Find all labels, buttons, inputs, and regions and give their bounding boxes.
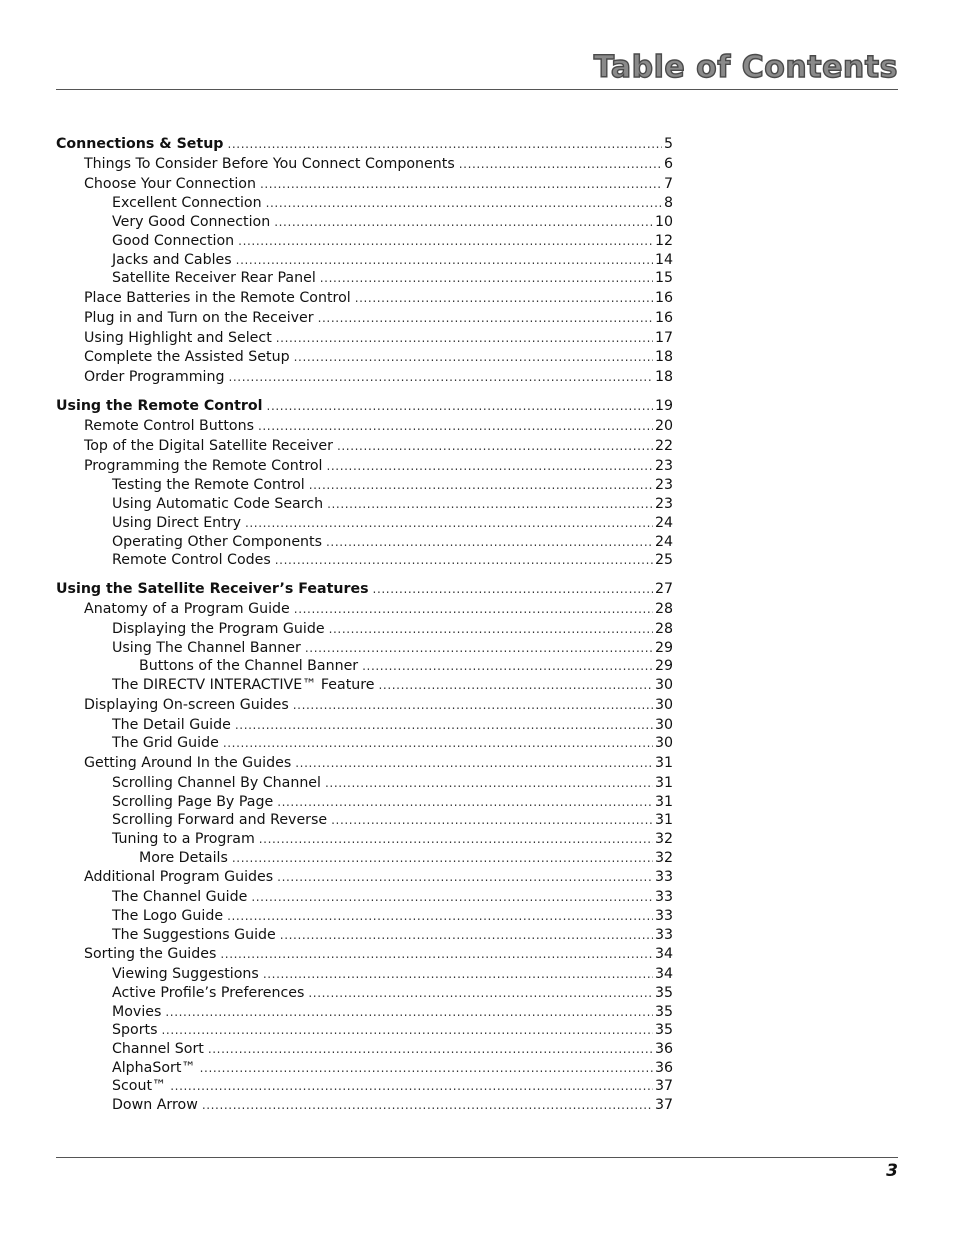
toc-entry-page: 28 <box>654 601 673 617</box>
toc-entry-page: 16 <box>654 290 673 306</box>
toc-entry-label: Getting Around In the Guides <box>84 755 292 771</box>
toc-entry-label: Using The Channel Banner <box>112 639 301 656</box>
toc-entry[interactable] <box>56 397 673 415</box>
toc-entry[interactable] <box>56 495 673 513</box>
toc-entry-page: 14 <box>654 251 673 268</box>
toc-entry[interactable] <box>56 754 673 772</box>
toc-entry-label: The DIRECTV INTERACTIVE™ Feature <box>112 676 375 693</box>
toc-leader-dots <box>263 965 653 983</box>
toc-entry-page: 37 <box>654 1078 673 1095</box>
toc-entry[interactable] <box>56 793 673 811</box>
toc-entry[interactable] <box>56 289 673 307</box>
toc-entry-page: 30 <box>654 735 673 752</box>
toc-leader-dots <box>294 348 653 366</box>
toc-entry-page: 7 <box>663 175 673 192</box>
toc-leader-dots <box>331 811 653 829</box>
toc-entry-label: The Suggestions Guide <box>112 926 276 943</box>
toc-entry[interactable] <box>56 868 673 886</box>
toc-entry[interactable] <box>56 657 673 675</box>
toc-entry-page: 31 <box>654 793 673 810</box>
toc-entry-label: Jacks and Cables <box>112 251 232 268</box>
toc-entry-label: Displaying the Program Guide <box>112 620 325 637</box>
toc-entry[interactable] <box>56 639 673 657</box>
toc-leader-dots <box>202 1096 653 1114</box>
toc-leader-dots <box>258 417 653 435</box>
toc-entry-page: 30 <box>654 716 673 733</box>
toc-entry[interactable] <box>56 945 673 963</box>
toc-leader-dots <box>293 696 653 714</box>
toc-entry[interactable] <box>56 155 673 173</box>
toc-entry-label: Sorting the Guides <box>84 946 217 963</box>
toc-entry-label: The Detail Guide <box>112 716 231 733</box>
toc-entry-label: The Logo Guide <box>112 907 224 924</box>
toc-entry-page: 24 <box>654 514 673 531</box>
toc-entry[interactable] <box>56 135 673 153</box>
toc-entry-label: Testing the Remote Control <box>112 477 305 494</box>
toc-entry-page: 31 <box>654 755 673 771</box>
toc-leader-dots <box>318 309 653 327</box>
toc-entry[interactable] <box>56 551 673 569</box>
toc-entry[interactable] <box>56 457 673 475</box>
toc-entry-page: 8 <box>663 195 673 212</box>
toc-entry-label: The Channel Guide <box>112 889 248 906</box>
toc-entry-label: Excellent Connection <box>112 195 262 212</box>
toc-leader-dots <box>223 734 653 752</box>
toc-entry-label: Channel Sort <box>112 1041 204 1057</box>
toc-leader-dots <box>227 907 653 925</box>
toc-entry-page: 34 <box>654 966 673 983</box>
toc-leader-dots <box>459 155 662 173</box>
toc-entry[interactable] <box>56 368 673 386</box>
toc-leader-dots <box>277 868 653 886</box>
toc-entry[interactable] <box>56 1021 673 1039</box>
toc-entry[interactable] <box>56 907 673 925</box>
toc-leader-dots <box>326 533 653 551</box>
toc-entry-page: 19 <box>654 398 673 415</box>
toc-entry-label: Using the Satellite Receiver’s Features <box>56 581 369 598</box>
toc-entry-page: 24 <box>654 533 673 550</box>
toc-entry[interactable] <box>56 213 673 231</box>
toc-leader-dots <box>295 754 653 772</box>
toc-entry-label: Plug in and Turn on the Receiver <box>84 309 314 326</box>
toc-entry-page: 10 <box>654 214 673 231</box>
toc-leader-dots <box>329 620 653 638</box>
toc-entry[interactable] <box>56 194 673 212</box>
toc-entry-label: Place Batteries in the Remote Control <box>84 290 351 306</box>
toc-leader-dots <box>320 269 653 287</box>
toc-leader-dots <box>220 945 653 963</box>
toc-entry-label: Satellite Receiver Rear Panel <box>112 270 316 287</box>
toc-entry-page: 23 <box>654 496 673 513</box>
toc-entry-label: Order Programming <box>84 369 225 386</box>
toc-leader-dots <box>305 639 653 657</box>
toc-leader-dots <box>326 457 652 475</box>
toc-leader-dots <box>325 774 653 792</box>
toc-leader-dots <box>235 716 653 734</box>
toc-entry-page: 5 <box>663 136 673 152</box>
toc-entry-page: 17 <box>654 329 673 346</box>
toc-entry[interactable] <box>56 437 673 455</box>
toc-entry-page: 18 <box>654 369 673 386</box>
toc-leader-dots <box>232 849 653 867</box>
toc-entry-label: Good Connection <box>112 232 235 249</box>
toc-entry-label: Using Direct Entry <box>112 514 241 531</box>
toc-leader-dots <box>276 329 653 347</box>
toc-entry[interactable] <box>56 984 673 1002</box>
toc-entry-page: 22 <box>654 437 673 454</box>
toc-entry-label: Active Profile’s Preferences <box>112 984 305 1001</box>
toc-entry[interactable] <box>56 417 673 435</box>
toc-entry-label: Top of the Digital Satellite Receiver <box>84 437 333 454</box>
toc-entry-page: 35 <box>654 984 673 1001</box>
toc-entry[interactable] <box>56 175 673 193</box>
toc-entry[interactable] <box>56 476 673 494</box>
toc-leader-dots <box>227 135 662 153</box>
footer-rule <box>56 1157 898 1158</box>
toc-entry[interactable] <box>56 533 673 551</box>
toc-leader-dots <box>277 793 653 811</box>
toc-entry-page: 18 <box>654 349 673 366</box>
toc-entry[interactable] <box>56 1003 673 1021</box>
toc-entry[interactable] <box>56 309 673 327</box>
toc-entry-label: Sports <box>112 1022 158 1039</box>
toc-entry[interactable] <box>56 251 673 269</box>
toc-leader-dots <box>200 1059 653 1077</box>
toc-entry-label: Buttons of the Channel Banner <box>139 658 359 675</box>
toc-entry-label: Complete the Assisted Setup <box>84 349 290 366</box>
toc-entry-page: 27 <box>654 581 673 598</box>
page-number: 3 <box>886 1161 898 1181</box>
toc-entry-page: 23 <box>654 457 673 474</box>
toc-entry-label: Things To Consider Before You Connect Components <box>84 155 455 172</box>
toc-entry-label: Using the Remote Control <box>56 398 263 415</box>
toc-entry-label: Scrolling Page By Page <box>112 793 274 810</box>
toc-entry-label: Using Highlight and Select <box>84 329 272 346</box>
toc-entry[interactable] <box>56 830 673 848</box>
toc-leader-dots <box>373 580 653 598</box>
toc-entry-label: AlphaSort™ <box>112 1059 196 1076</box>
toc-entry-label: Tuning to a Program <box>112 830 255 847</box>
toc-entry[interactable] <box>56 811 673 829</box>
toc-entry-page: 33 <box>654 889 673 906</box>
toc-leader-dots <box>280 926 653 944</box>
toc-entry-page: 29 <box>654 658 673 675</box>
toc-leader-dots <box>236 251 653 269</box>
toc-entry[interactable] <box>56 774 673 792</box>
toc-leader-dots <box>208 1040 653 1058</box>
toc-entry-label: Scrolling Forward and Reverse <box>112 812 328 829</box>
toc-entry-page: 30 <box>654 676 673 693</box>
toc-entry-page: 28 <box>654 620 673 637</box>
toc-entry-label: Viewing Suggestions <box>112 966 259 983</box>
toc-entry-page: 30 <box>654 696 673 713</box>
toc-entry-label: Movies <box>112 1003 162 1020</box>
toc-entry-page: 23 <box>654 477 673 494</box>
toc-entry-label: Down Arrow <box>112 1097 198 1114</box>
toc-entry-page: 36 <box>654 1059 673 1076</box>
toc-leader-dots <box>362 657 653 675</box>
toc-entry[interactable] <box>56 232 673 250</box>
toc-entry-page: 20 <box>654 418 673 434</box>
toc-entry[interactable] <box>56 696 673 714</box>
toc-entry-label: Programming the Remote Control <box>84 457 323 474</box>
toc-entry-label: Choose Your Connection <box>84 175 256 192</box>
toc-entry-label: Anatomy of a Program Guide <box>84 601 290 617</box>
toc-entry-page: 33 <box>654 926 673 943</box>
toc-leader-dots <box>337 437 653 455</box>
toc-entry-label: Additional Program Guides <box>84 869 274 886</box>
toc-entry[interactable] <box>56 1077 673 1095</box>
toc-entry-label: Operating Other Components <box>112 533 322 550</box>
toc-leader-dots <box>266 194 662 212</box>
toc-entry-label: Displaying On-screen Guides <box>84 696 289 713</box>
toc-leader-dots <box>259 830 653 848</box>
toc-entry-page: 29 <box>654 639 673 656</box>
toc-leader-dots <box>165 1003 653 1021</box>
toc-entry[interactable] <box>56 514 673 532</box>
toc-entry[interactable] <box>56 329 673 347</box>
toc-leader-dots <box>267 397 653 415</box>
toc-leader-dots <box>274 213 653 231</box>
toc-leader-dots <box>260 175 662 193</box>
toc-entry-label: The Grid Guide <box>112 735 219 752</box>
toc-entry-label: Scout™ <box>112 1078 167 1095</box>
toc-entry-page: 31 <box>654 812 673 829</box>
toc-entry-page: 36 <box>654 1041 673 1057</box>
toc-entry-page: 16 <box>654 309 673 326</box>
toc-entry-label: Remote Control Buttons <box>84 418 254 434</box>
toc-entry-label: Connections & Setup <box>56 136 224 152</box>
toc-leader-dots <box>379 676 653 694</box>
toc-entry-page: 35 <box>654 1022 673 1039</box>
toc-entry[interactable] <box>56 1040 673 1058</box>
toc-leader-dots <box>251 888 653 906</box>
toc-leader-dots <box>170 1077 653 1095</box>
toc-entry-page: 15 <box>654 270 673 287</box>
toc-entry[interactable] <box>56 734 673 752</box>
toc-entry[interactable] <box>56 926 673 944</box>
toc-entry-label: Remote Control Codes <box>112 552 271 569</box>
toc-entry[interactable] <box>56 600 673 618</box>
toc-leader-dots <box>245 514 653 532</box>
toc-entry[interactable] <box>56 965 673 983</box>
toc-entry-page: 35 <box>654 1003 673 1020</box>
toc-entry[interactable] <box>56 580 673 598</box>
toc-entry[interactable] <box>56 676 673 694</box>
page-title: Table of Contents <box>593 50 898 85</box>
toc-entry[interactable] <box>56 1059 673 1077</box>
toc-leader-dots <box>327 495 653 513</box>
toc-leader-dots <box>161 1021 652 1039</box>
toc-entry-page: 31 <box>654 774 673 791</box>
toc-entry-page: 34 <box>654 946 673 963</box>
toc-entry[interactable] <box>56 620 673 638</box>
toc-leader-dots <box>308 984 653 1002</box>
toc-leader-dots <box>309 476 653 494</box>
toc-leader-dots <box>228 368 652 386</box>
toc-entry-page: 32 <box>654 849 673 866</box>
toc-entry[interactable] <box>56 849 673 867</box>
toc-entry-label: Very Good Connection <box>112 214 271 231</box>
toc-entry-label: More Details <box>139 849 228 866</box>
toc-entry-page: 12 <box>654 232 673 249</box>
toc-entry[interactable] <box>56 269 673 287</box>
toc-leader-dots <box>275 551 653 569</box>
toc-entry-label: Using Automatic Code Search <box>112 496 324 513</box>
toc-entry-page: 25 <box>654 552 673 569</box>
toc-leader-dots <box>355 289 653 307</box>
toc-entry[interactable] <box>56 1096 673 1114</box>
toc-leader-dots <box>238 232 653 250</box>
toc-entry-page: 37 <box>654 1097 673 1114</box>
header-rule <box>56 89 898 90</box>
toc-entry-page: 32 <box>654 830 673 847</box>
toc-entry-page: 33 <box>654 907 673 924</box>
toc-entry-label: Scrolling Channel By Channel <box>112 774 321 791</box>
toc-leader-dots <box>294 600 653 618</box>
toc-entry-page: 33 <box>654 869 673 886</box>
toc-entry[interactable] <box>56 716 673 734</box>
toc-entry[interactable] <box>56 348 673 366</box>
toc-entry-page: 6 <box>663 155 673 172</box>
toc-entry[interactable] <box>56 888 673 906</box>
